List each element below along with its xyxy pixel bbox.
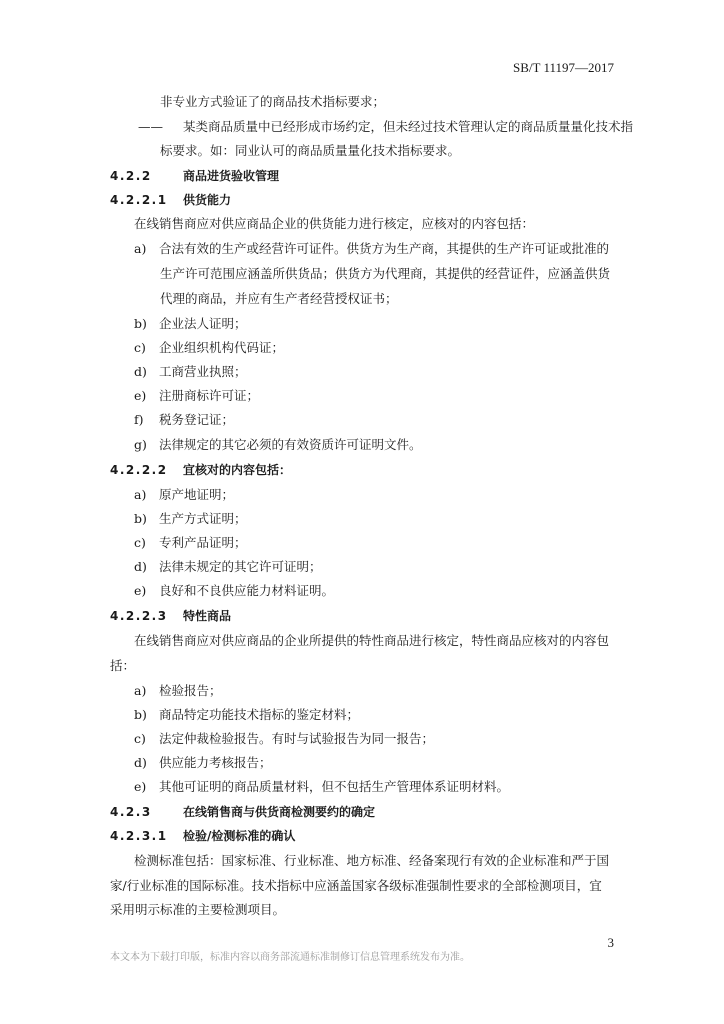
line-text: 法律规定的其它必须的有效资质许可证明文件。 [159, 437, 422, 452]
section-heading [110, 168, 279, 184]
line-text: 工商营业执照； [159, 364, 247, 379]
line-text: 企业法人证明； [159, 316, 247, 331]
section-number: 4.2.3.1 [110, 829, 168, 843]
list-item [134, 559, 322, 575]
list-item [134, 535, 247, 551]
line-text: 特性商品 [183, 609, 232, 623]
list-item-label: a) [134, 487, 147, 502]
list-item [134, 779, 509, 795]
list-item [134, 731, 434, 747]
list-item [134, 340, 284, 356]
list-item-label: b) [134, 316, 147, 331]
list-item [134, 511, 247, 527]
list-item-label: c) [134, 340, 146, 355]
line-text: 括： [110, 658, 136, 673]
list-item-label: d) [134, 559, 147, 574]
list-item [134, 412, 234, 428]
list-item [134, 487, 234, 503]
body-text-line [110, 902, 285, 918]
list-item-label: b) [134, 511, 147, 526]
list-item [134, 755, 272, 771]
line-text: 在线销售商应对供应商品企业的供货能力进行核定，应核对的内容包括： [134, 216, 535, 231]
line-text: 采用明示标准的主要检测项目。 [110, 902, 286, 917]
body-text-line [110, 878, 602, 894]
line-text: 非专业方式验证了的商品技术指标要求； [160, 94, 386, 109]
line-text: 商品特定功能技术指标的鉴定材料； [159, 707, 360, 722]
standard-code-header: SB/T 11197—2017 [512, 60, 614, 75]
line-text: 法定仲裁检验报告。有时与试验报告为同一报告； [159, 731, 435, 746]
line-text: 税务登记证； [159, 412, 235, 427]
section-heading [110, 192, 231, 208]
dash-marker: —— [138, 119, 163, 134]
list-item-label: e) [134, 388, 147, 403]
section-number: 4.2.2.3 [110, 609, 168, 623]
line-text: 标要求。如：同业认可的商品质量量化技术指标要求。 [160, 143, 461, 158]
list-item [134, 437, 422, 453]
line-text: 生产方式证明； [159, 511, 247, 526]
list-item-label: d) [134, 364, 147, 379]
footer-notice: 本文本为下载打印版，标准内容以商务部流通标准制修订信息管理系统发布为准。 [110, 952, 470, 963]
page-number: 3 [607, 935, 614, 950]
dash-list-item [138, 119, 633, 135]
list-item [134, 316, 247, 332]
line-text: 法律未规定的其它许可证明； [159, 559, 322, 574]
section-number: 4.2.2.2 [110, 463, 168, 477]
list-item-label: g) [134, 437, 147, 452]
line-text: 宜核对的内容包括： [183, 463, 292, 477]
body-text-line [160, 266, 610, 282]
list-item-label: d) [134, 755, 147, 770]
line-text: 合法有效的生产或经营许可证件。供货方为生产商，其提供的生产许可证或批准的 [159, 241, 610, 256]
line-text: 良好和不良供应能力材料证明。 [159, 583, 335, 598]
line-text: 供应能力考核报告； [159, 755, 272, 770]
section-heading [110, 804, 375, 820]
list-item-label: b) [134, 707, 147, 722]
line-text: 在线销售商应对供应商品的企业所提供的特性商品进行核定，特性商品应核对的内容包 [134, 633, 610, 648]
line-text: 商品进货验收管理 [183, 169, 280, 183]
body-text-line [134, 853, 609, 869]
section-number: 4.2.2 [110, 169, 152, 183]
body-text-line [110, 658, 135, 674]
body-text-line [160, 143, 460, 159]
list-item-label: a) [134, 241, 147, 256]
line-text: 生产许可范围应涵盖所供货品；供货方为代理商，其提供的经营证件，应涵盖供货 [160, 266, 611, 281]
list-item-label: c) [134, 535, 146, 550]
section-number: 4.2.3 [110, 805, 152, 819]
line-text: 家/行业标准的国际标准。技术指标中应涵盖国家各级标准强制性要求的全部检测项目，宜 [110, 878, 602, 893]
section-heading [110, 608, 231, 624]
list-item-label: c) [134, 731, 146, 746]
line-text: 原产地证明； [159, 487, 235, 502]
list-item-label: a) [134, 683, 147, 698]
line-text: 注册商标许可证； [159, 388, 260, 403]
body-text-line [134, 633, 609, 649]
line-text: 检测标准包括：国家标准、行业标准、地方标准、经备案现行有效的企业标准和严于国 [134, 853, 610, 868]
line-text: 其他可证明的商品质量材料，但不包括生产管理体系证明材料。 [159, 779, 510, 794]
list-item-label: e) [134, 583, 147, 598]
line-text: 供货能力 [183, 193, 232, 207]
line-text: 在线销售商与供货商检测要约的确定 [183, 805, 376, 819]
list-item [134, 583, 334, 599]
line-text: 某类商品质量中已经形成市场约定，但未经过技术管理认定的商品质量量化技术指 [183, 119, 634, 134]
line-text: 企业组织机构代码证； [159, 340, 285, 355]
list-item-label: e) [134, 779, 147, 794]
body-text-line [160, 94, 385, 110]
section-number: 4.2.2.1 [110, 193, 168, 207]
section-heading [110, 828, 295, 844]
body-text-line [160, 291, 398, 307]
line-text: 代理的商品，并应有生产者经营授权证书； [160, 291, 398, 306]
section-heading [110, 462, 291, 478]
list-item [134, 241, 609, 257]
body-text-line [134, 216, 534, 232]
list-item [134, 683, 222, 699]
list-item-label: f) [134, 412, 144, 427]
list-item [134, 707, 359, 723]
list-item [134, 388, 259, 404]
line-text: 专利产品证明； [159, 535, 247, 550]
line-text: 检验报告； [159, 683, 222, 698]
line-text: 检验/检测标准的确认 [183, 829, 296, 843]
list-item [134, 364, 247, 380]
